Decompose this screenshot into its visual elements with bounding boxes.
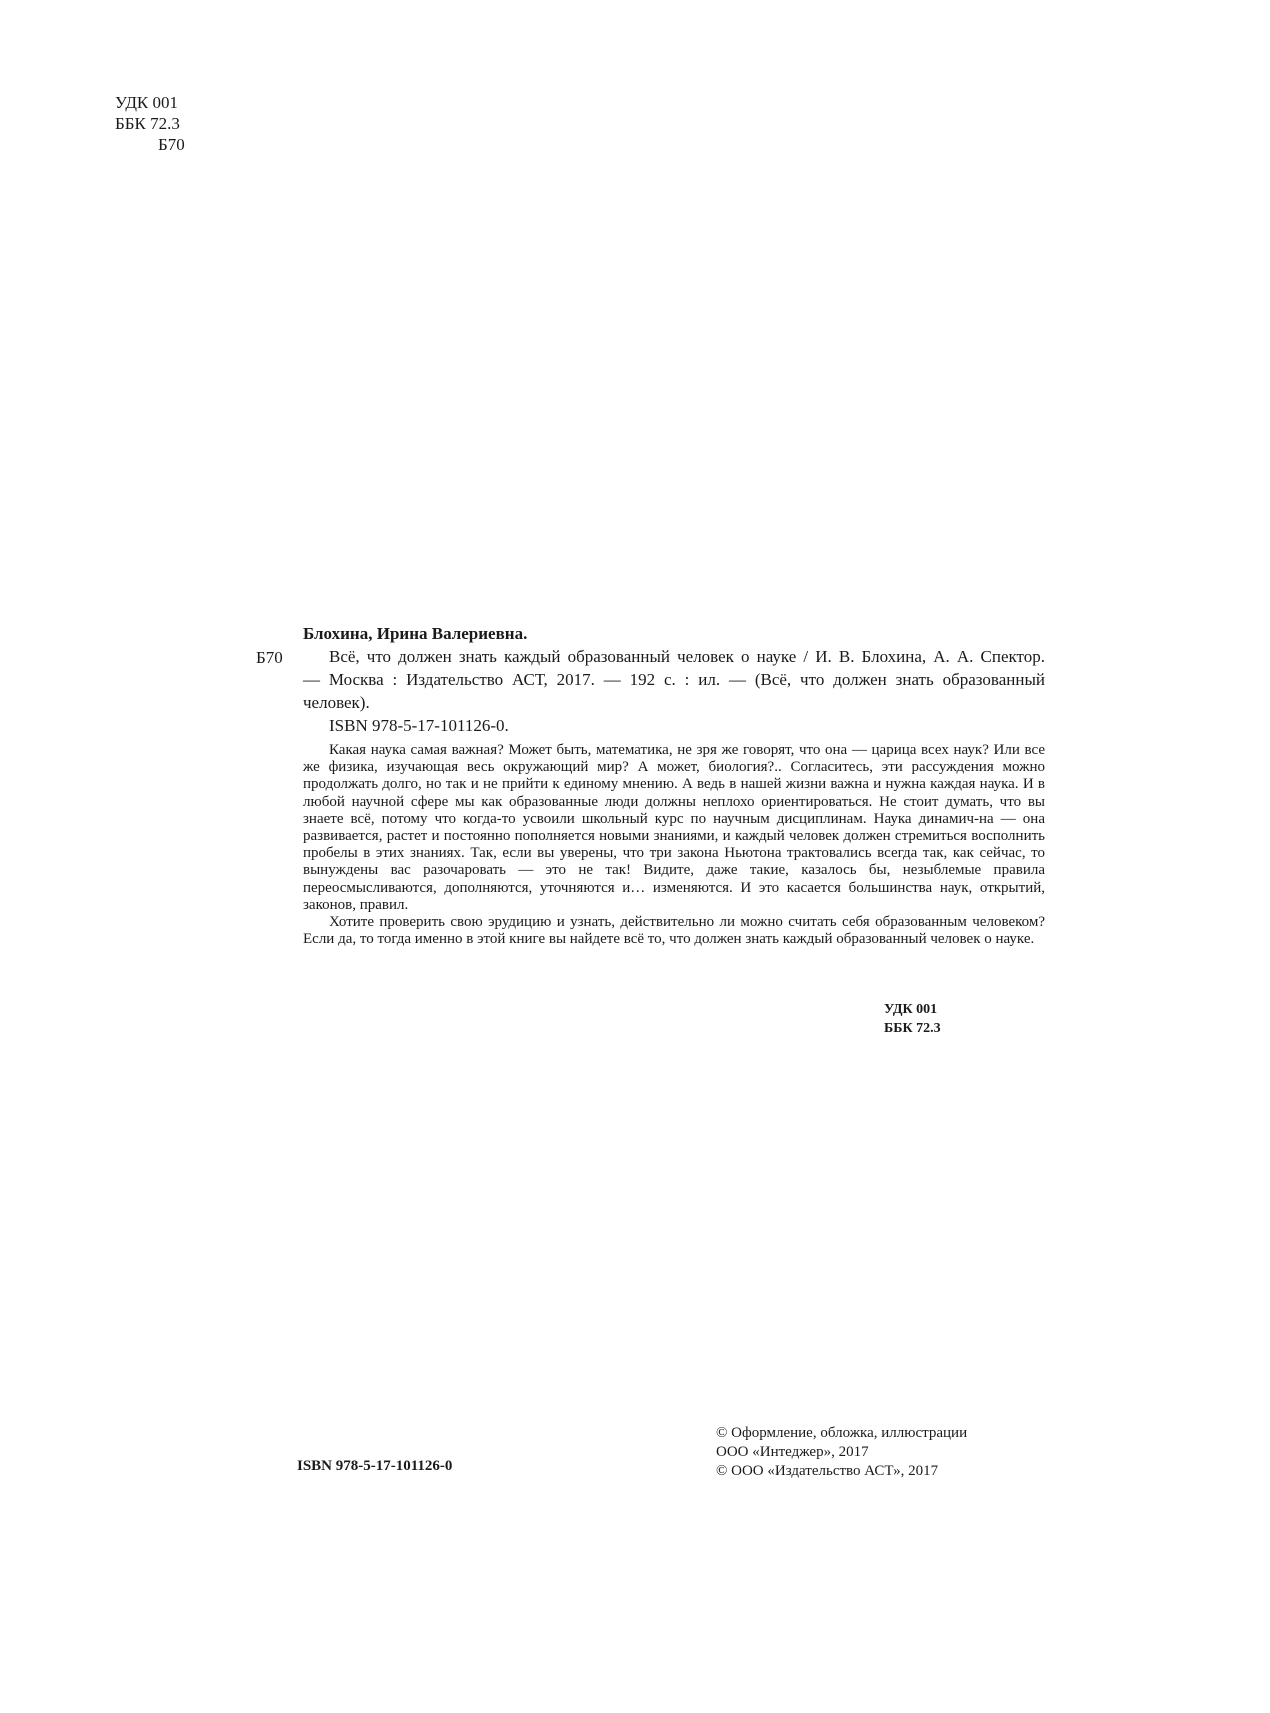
copyright-line: © Оформление, обложка, иллюстрации <box>716 1425 968 1441</box>
annotation-paragraph: Какая наука самая важная? Может быть, математика, не зря же говорят, что она — царица всех наук? Или все же физика, изучающая весь окружающий мир? А может, биология?.. Согласитесь, эти рассуждения можно продолжать долго, но так и не прийти к единому мнению. А ведь в нашей жизни важна и нужна каждая наука. И в любой научной сфере мы как образованные люди должны неплохо ориентироваться. Не стоит думать, что вы знаете всё, потому что когда-то усвоили школьный курс по научным дисциплинам. Наука динамич-на — она развивается, растет и постоянно пополняется новыми знаниями, и каждый человек должен стремиться восполнить пробелы в этих знаниях. Так, если вы уверены, что три закона Ньютона трактовались всегда так, как сейчас, то вынуждены вас разочаровать — это не так! Видите, даже такие, казалось бы, незыблемые правила переосмысливаются, дополняются, уточняются и… изменяются. И это касается большинства наук, открытий, законов, правил. <box>303 742 1045 913</box>
classification-top <box>115 92 185 155</box>
annotation-paragraph: Хотите проверить свою эрудицию и узнать, действительно ли можно считать себя образованным человеком? Если да, то тогда именно в этой книге вы найдете всё то, что должен знать каждый образованный человек о науке. <box>303 914 1045 948</box>
copyright-line: © ООО «Издательство АСТ», 2017 <box>716 1463 939 1479</box>
bbk-index: ББК 72.3 <box>115 114 180 133</box>
card-annotation <box>303 742 1045 948</box>
copyright-line: ООО «Интеджер», 2017 <box>716 1444 869 1460</box>
card-author-sign: Б70 <box>256 648 283 667</box>
udc-index-bold: УДК 001 <box>884 1002 938 1017</box>
udc-index: УДК 001 <box>115 93 179 112</box>
card-bibliographic-description: Всё, что должен знать каждый образованный человек о науке / И. В. Блохина, А. А. Спектор. — Москва : Издательство АСТ, 2017. — 192 с. : ил. — (Всё, что должен знать образованный человек). <box>303 647 1045 712</box>
author-sign: Б70 <box>158 135 185 154</box>
card-isbn: ISBN 978-5-17-101126-0. <box>329 716 509 735</box>
bbk-index-bold: ББК 72.3 <box>884 1021 941 1036</box>
card-author: Блохина, Ирина Валериевна. <box>303 624 528 643</box>
copyright-block <box>716 1424 967 1481</box>
classification-bold <box>884 1000 941 1038</box>
isbn-bottom: ISBN 978-5-17-101126-0 <box>297 1458 453 1474</box>
catalog-card <box>303 622 1045 948</box>
